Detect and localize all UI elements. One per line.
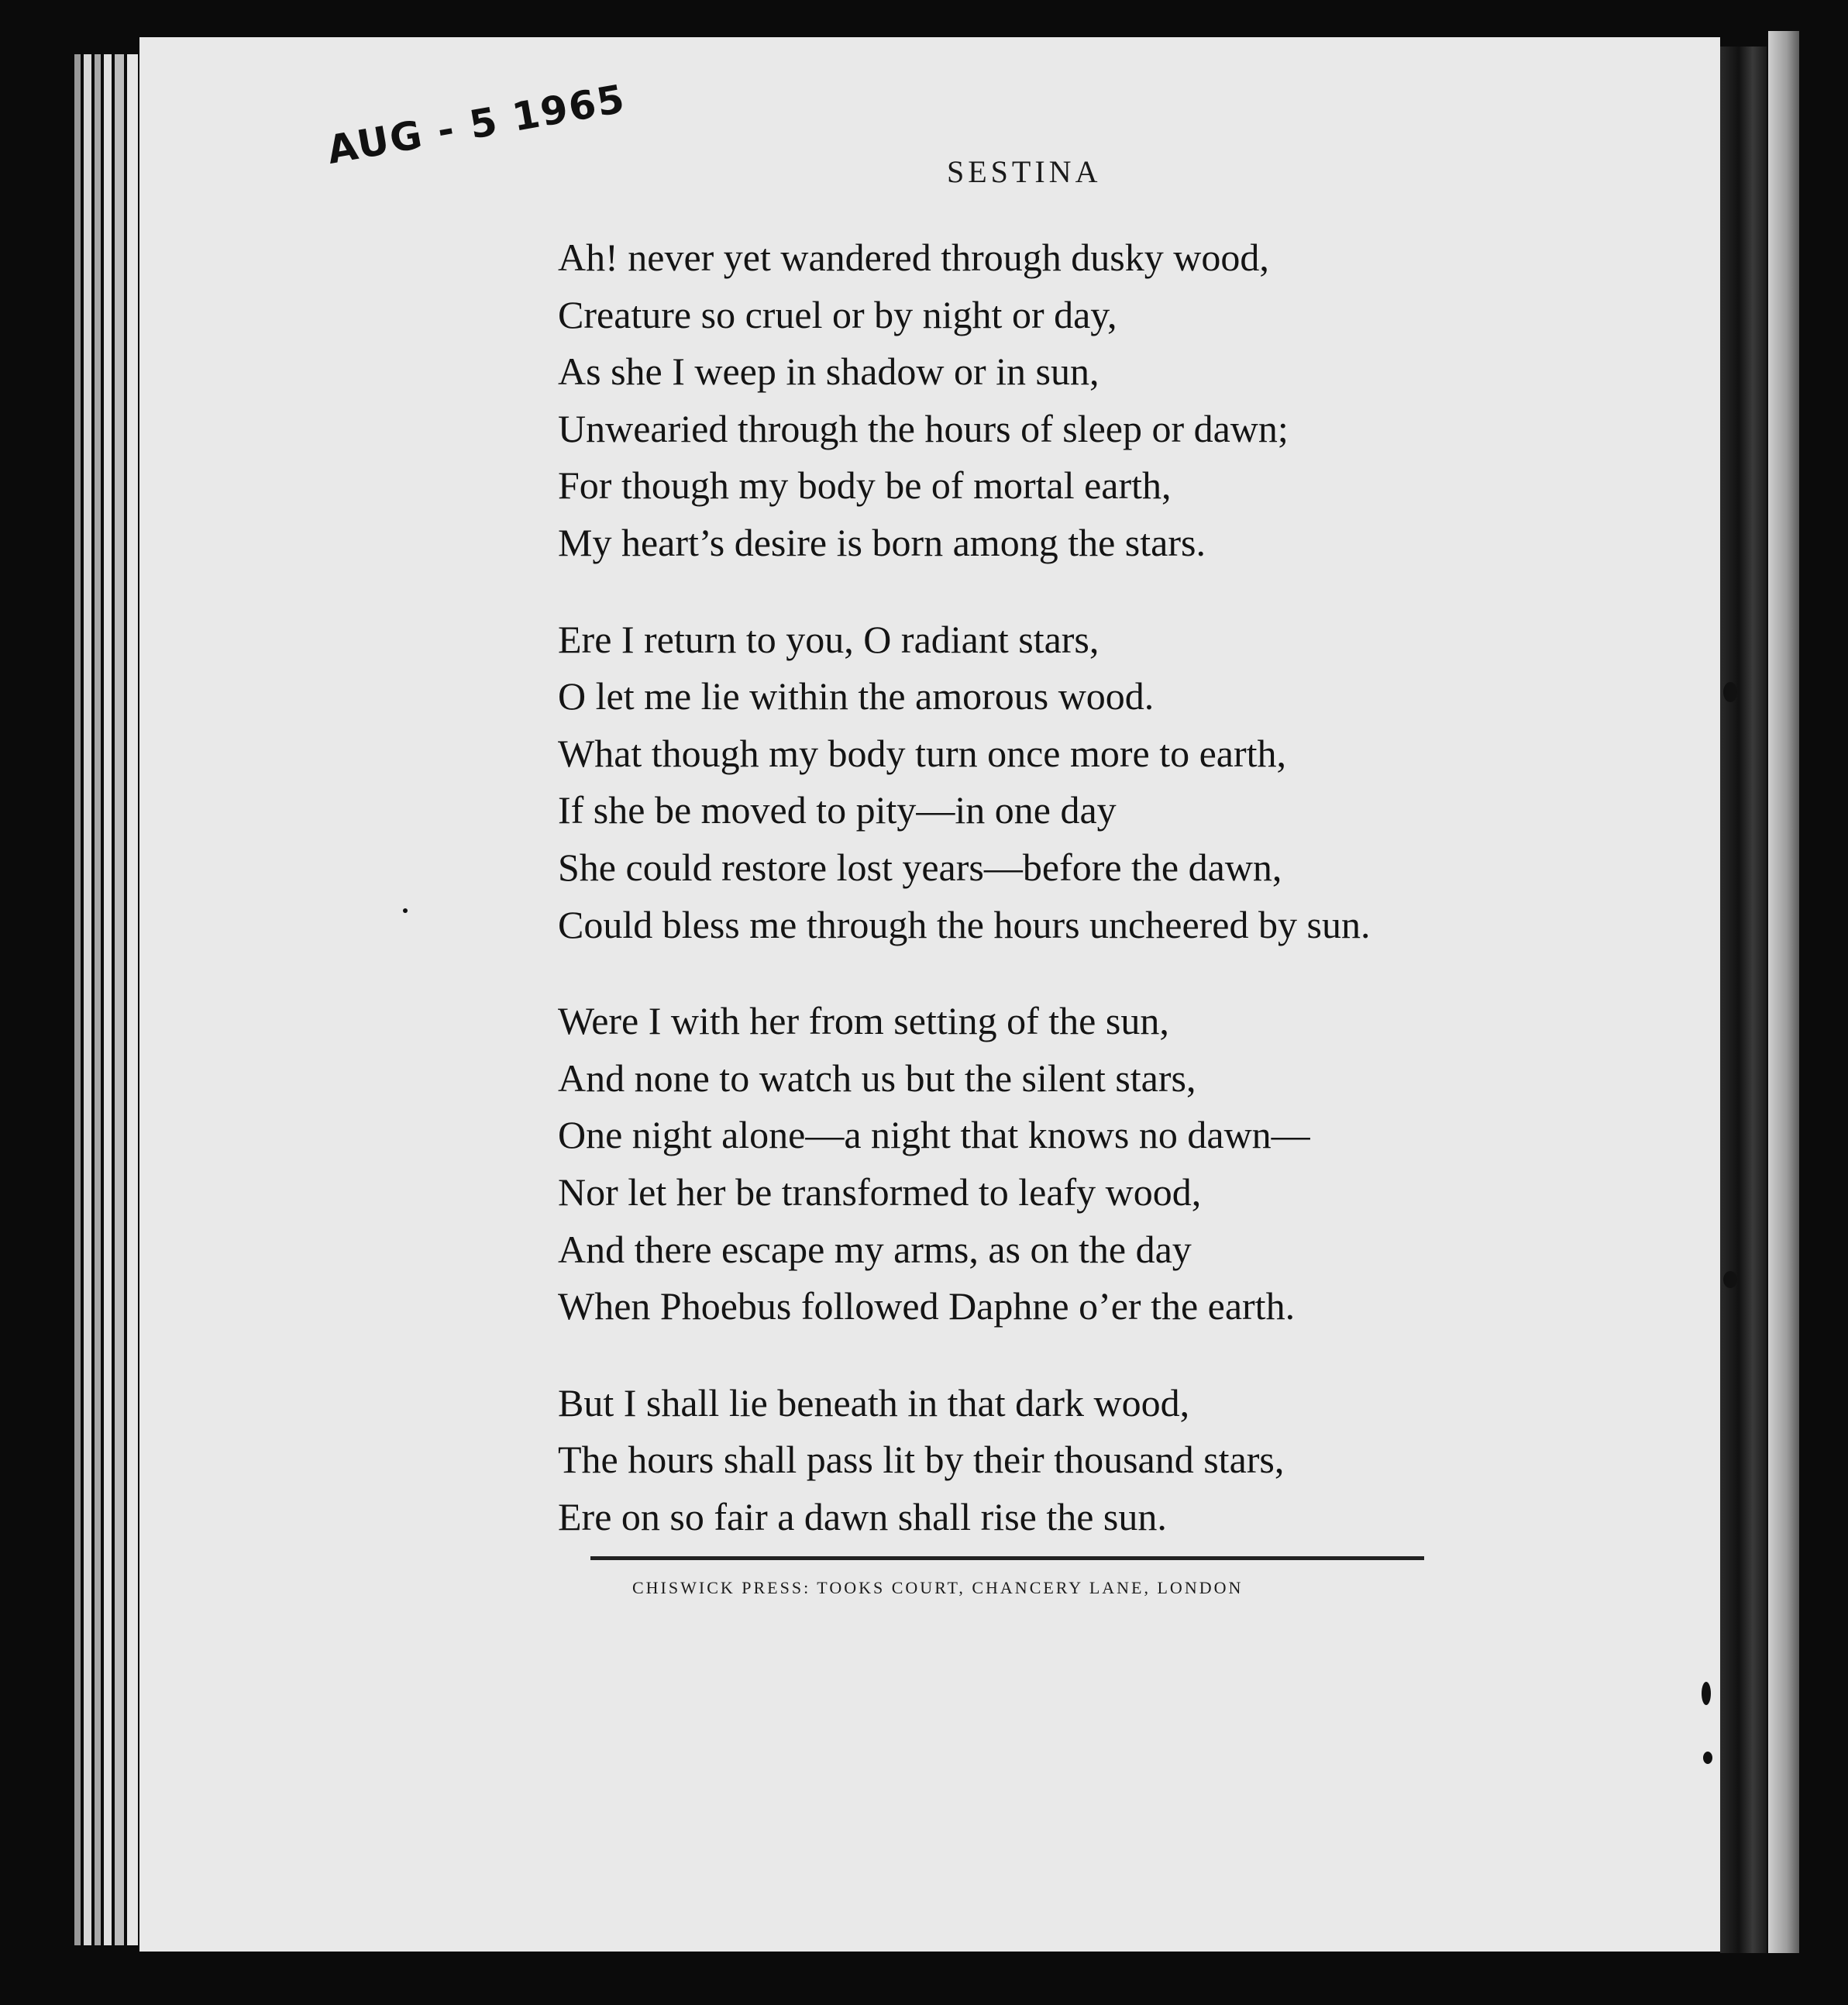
poem-line: Could bless me through the hours uncheered by sun.	[558, 902, 1371, 946]
poem-line: What though my body turn once more to earth,	[558, 731, 1287, 775]
poem-line: My heart’s desire is born among the stars.	[558, 520, 1206, 564]
horizontal-rule	[590, 1556, 1424, 1560]
stanza-1	[558, 229, 1550, 572]
page-stack-edge	[95, 54, 101, 1945]
book-binding-gutter	[1720, 47, 1767, 1953]
date-stamp: AUG - 5 1965	[323, 76, 629, 173]
poem-title: SESTINA	[947, 154, 1102, 189]
poem-line: O let me lie within the amorous wood.	[558, 674, 1155, 718]
page-stack-edge	[127, 54, 138, 1945]
poem-line: Ah! never yet wandered through dusky wood,	[558, 236, 1269, 279]
poem-line: When Phoebus followed Daphne o’er the earth.	[558, 1284, 1296, 1328]
poem-line: And there escape my arms, as on the day	[558, 1227, 1192, 1271]
poem-line: Creature so cruel or by night or day,	[558, 292, 1117, 336]
printer-imprint: CHISWICK PRESS: TOOKS COURT, CHANCERY LANE, LONDON	[632, 1578, 1244, 1597]
film-speck	[403, 908, 408, 913]
right-page-edge	[1768, 31, 1799, 1953]
film-speck	[1703, 1752, 1712, 1764]
poem-line: The hours shall pass lit by their thousand stars,	[558, 1438, 1285, 1482]
poem-line: But I shall lie beneath in that dark wood,	[558, 1380, 1190, 1425]
page-stack-edge	[104, 54, 112, 1945]
stanza-4	[558, 1375, 1550, 1546]
film-speck	[1702, 1682, 1711, 1705]
page-stack-edge	[74, 54, 81, 1945]
poem-line: She could restore lost years—before the dawn,	[558, 845, 1282, 889]
film-speck	[1723, 682, 1737, 702]
poem-line: Ere I return to you, O radiant stars,	[558, 617, 1100, 661]
film-speck	[1723, 1271, 1737, 1288]
poem-line: Unwearied through the hours of sleep or dawn;	[558, 406, 1289, 450]
poem-line: As she I weep in shadow or in sun,	[558, 350, 1100, 394]
poem-line: For though my body be of mortal earth,	[558, 463, 1172, 508]
poem-line: One night alone—a night that knows no dawn—	[558, 1113, 1310, 1157]
poem-line: Were I with her from setting of the sun,	[558, 999, 1169, 1043]
poem-line: Nor let her be transformed to leafy wood,	[558, 1170, 1202, 1214]
page-stack-edge	[84, 54, 91, 1945]
stanza-2	[558, 611, 1550, 954]
stanza-3	[558, 993, 1550, 1335]
poem-line: If she be moved to pity—in one day	[558, 788, 1117, 832]
poem-body	[558, 229, 1550, 1585]
page-stack-edge	[115, 54, 124, 1945]
poem-line: And none to watch us but the silent stars,	[558, 1056, 1196, 1100]
poem-line: Ere on so fair a dawn shall rise the sun.	[558, 1494, 1167, 1538]
